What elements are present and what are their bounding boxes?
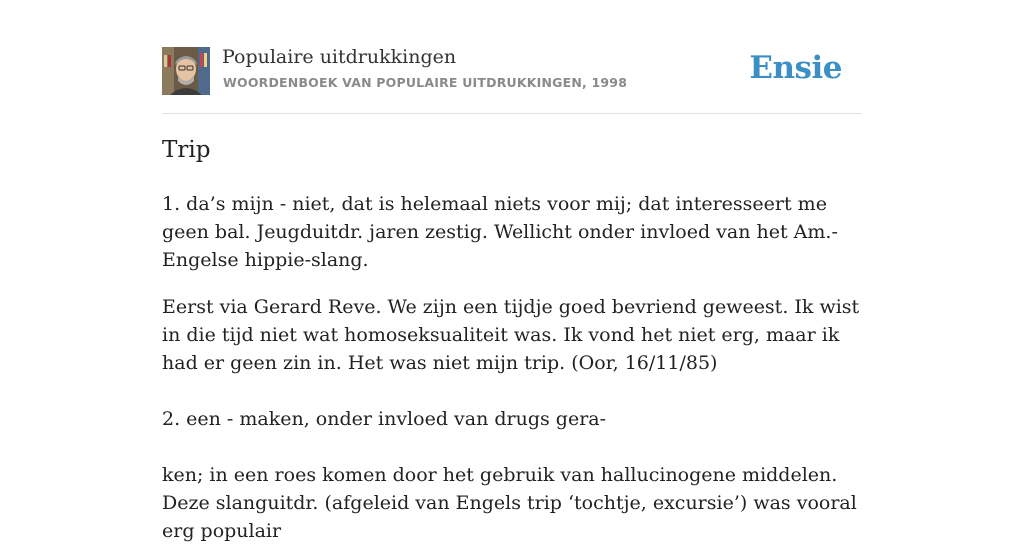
- header-divider: [162, 113, 862, 114]
- entry-paragraph: 2. een - maken, onder invloed van drugs gera-: [162, 408, 607, 430]
- entry-body: [162, 190, 874, 545]
- author-portrait-icon[interactable]: [162, 47, 210, 95]
- entry-paragraph: ken; in een roes komen door het gebruik van hallucinogene middelen. Deze slanguitdr. (afgeleid van Engels trip ‘tochtje, excursie’) was vooral erg populair: [162, 464, 857, 542]
- entry-title: Trip: [162, 137, 211, 163]
- entry-paragraph: 1. da’s mijn - niet, dat is helemaal niets voor mij; dat interesseert me geen bal. Jeugduitdr. jaren zestig. Wellicht onder invloed van het Am.-Engelse hippie-slang.: [162, 193, 838, 271]
- entry-quote: Eerst via Gerard Reve. We zijn een tijdje goed bevriend geweest. Ik wist in die tijd niet wat homoseksualiteit was. Ik vond het niet erg, maar ik had er geen zin in. Het was niet mijn trip. (Oor, 16/11/85): [162, 296, 860, 374]
- source-title[interactable]: Populaire uitdrukkingen: [222, 46, 457, 68]
- source-subtitle: WOORDENBOEK VAN POPULAIRE UITDRUKKINGEN, 1998: [223, 75, 628, 90]
- ensie-logo[interactable]: Ensie: [749, 50, 842, 86]
- source-header: [162, 46, 862, 96]
